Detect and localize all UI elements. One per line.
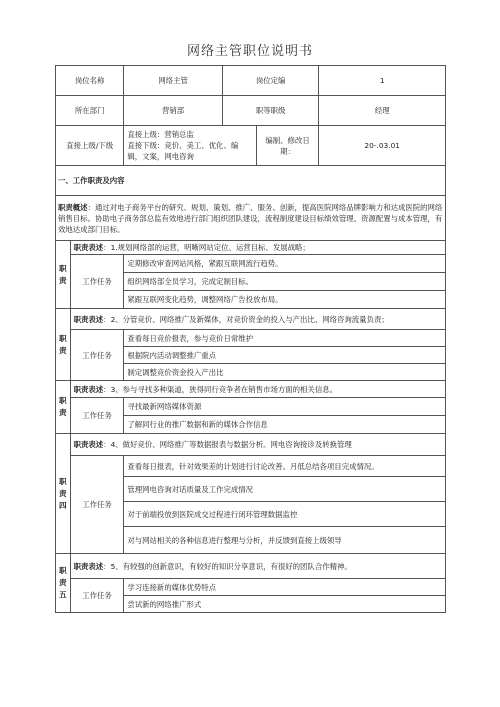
- overview: [56, 196, 446, 241]
- position-name-value: 网络主管: [124, 66, 223, 96]
- duty-2-desc: [70, 309, 445, 330]
- section-heading: 一、工作职责及内容: [56, 166, 446, 196]
- grade-value: 经理: [319, 96, 446, 126]
- duty-1-desc: [70, 241, 445, 255]
- subordinate: 直接下级：竞价、美工、优化、编辑，文案，网电咨询: [127, 141, 239, 161]
- duty-5-desc-row: [56, 554, 446, 579]
- position-code-label: 岗位定编: [222, 66, 319, 96]
- duty-4-task-1: 查看每日报表，针对效果差的计划进行讨论改善。月低总结各项目完成情况。: [124, 456, 446, 477]
- duty-2-task-1: 查看每日竞价报表，参与竞价日常维护: [124, 330, 446, 347]
- section-heading-row: [56, 166, 446, 196]
- info-row-3: [56, 126, 446, 166]
- position-name-label: 岗位名称: [56, 66, 124, 96]
- duty-4-desc-label: 职责表述: [73, 440, 104, 449]
- overview-text: ：通过对电子商务平台的研究、规划、策划、推广、服务、创新，提高医院网络品牌影响力和达成医院的网络销售目标。协助电子商务部总监有效地进行部门组织团队建设，流程制度建设目标绩效管理、资源配置与成本管理，有效地达成部门目标。: [58, 202, 443, 234]
- duty-2-label: 职责: [56, 309, 71, 381]
- duty-3-label: 职责: [56, 381, 71, 434]
- superior: 直接上级：营销总监: [127, 130, 194, 139]
- duty-1-desc-row: [56, 241, 446, 255]
- duty-5-desc-label: 职责表述: [73, 561, 104, 571]
- revision-label: 编制、修改日期：: [256, 126, 319, 166]
- duty-4-task-4: 对与网站相关的各种信息进行整理与分析，并反馈到直接上级领导: [124, 527, 446, 554]
- duty-4-task-row: [56, 456, 446, 477]
- duty-1-desc-text: ：1.规划网络部的运营，明晰网站定位、运营目标、发展战略；: [103, 243, 310, 252]
- duty-1-desc-label: 职责表述: [73, 243, 104, 252]
- duty-3-desc: [70, 381, 445, 398]
- overview-label: 职责概述: [58, 202, 88, 212]
- position-code-value: 1: [319, 66, 446, 96]
- reporting-label: 直接上级/下级: [56, 126, 124, 166]
- duty-4-label: 职责四: [56, 434, 71, 554]
- duty-3-task-2: 了解同行业的推广数据和新的媒体合作信息: [124, 416, 446, 434]
- duty-3-task-row: [56, 398, 446, 416]
- duty-3-desc-text: ：3、参与寻找多种渠道，狭得同行竞争者在销售市场方面的相关信息。: [103, 384, 337, 394]
- duty-3-task-label: 工作任务: [70, 398, 124, 434]
- duty-5-task-2: 尝试新的网络推广形式: [124, 596, 446, 613]
- reporting-value: [124, 126, 256, 166]
- duty-1-task-2: 组织网络部全员学习，完成定制目标。: [124, 273, 446, 291]
- duty-3-task-1: 寻找最新网络媒体资源: [124, 398, 446, 416]
- duty-2-desc-label: 职责表述: [73, 314, 104, 324]
- revision-value: 20-.03.01: [319, 126, 446, 166]
- duty-2-task-2: 根据院内活动调整推广重点: [124, 347, 446, 364]
- duty-1-task-row: [56, 255, 446, 273]
- duty-5-task-row: [56, 579, 446, 596]
- overview-row: [56, 196, 446, 241]
- duty-4-task-2: 管理网电咨询对话质量及工作完成情况: [124, 477, 446, 502]
- duty-5-label: 职责五: [56, 554, 71, 613]
- job-description-table: [55, 65, 446, 613]
- duty-4-desc-text: ：4、做好竞价、网络推广等数据报表与数据分析。网电咨询接诊及转换管理: [103, 440, 352, 449]
- duty-2-task-3: 制定调整竞价资金投入产出比: [124, 364, 446, 381]
- duty-5-desc-text: ：5、有较强的创新意识，有较好的知识分享意识，有很好的团队合作精神。: [103, 561, 352, 571]
- department-value: 营销部: [124, 96, 223, 126]
- duty-4-task-3: 对于前端投放到医院成交过程进行闭环管理数据监控: [124, 502, 446, 527]
- duty-1-task-1: 定期修改审查网站风格，紧跟互联网流行趋势。: [124, 255, 446, 273]
- info-row-2: [56, 96, 446, 126]
- duty-3-desc-label: 职责表述: [73, 384, 104, 394]
- duty-3-desc-row: [56, 381, 446, 398]
- duty-4-desc: [70, 434, 445, 456]
- duty-2-desc-row: [56, 309, 446, 330]
- grade-label: 职等职级: [222, 96, 319, 126]
- duty-5-task-1: 学习连接新的媒体优势特点: [124, 579, 446, 596]
- duty-5-task-label: 工作任务: [70, 579, 124, 613]
- page-title: 网络主管职位说明书: [186, 44, 313, 59]
- duty-5-desc: [70, 554, 445, 579]
- department-label: 所在部门: [56, 96, 124, 126]
- info-row-1: [56, 66, 446, 96]
- duty-2-task-label: 工作任务: [70, 330, 124, 381]
- duty-2-task-row: [56, 330, 446, 347]
- duty-1-task-label: 工作任务: [70, 255, 124, 309]
- duty-2-desc-text: ：2、分管竞价、网络推广及新媒体，对竞价资金的投入与产出比、网络咨询流量负责；: [103, 314, 389, 324]
- duty-1-task-3: 紧跟互联网变化趋势，调整网络广告投放布局。: [124, 291, 446, 309]
- duty-4-task-label: 工作任务: [70, 456, 124, 554]
- duty-1-label: 职责: [56, 241, 71, 309]
- duty-4-desc-row: [56, 434, 446, 456]
